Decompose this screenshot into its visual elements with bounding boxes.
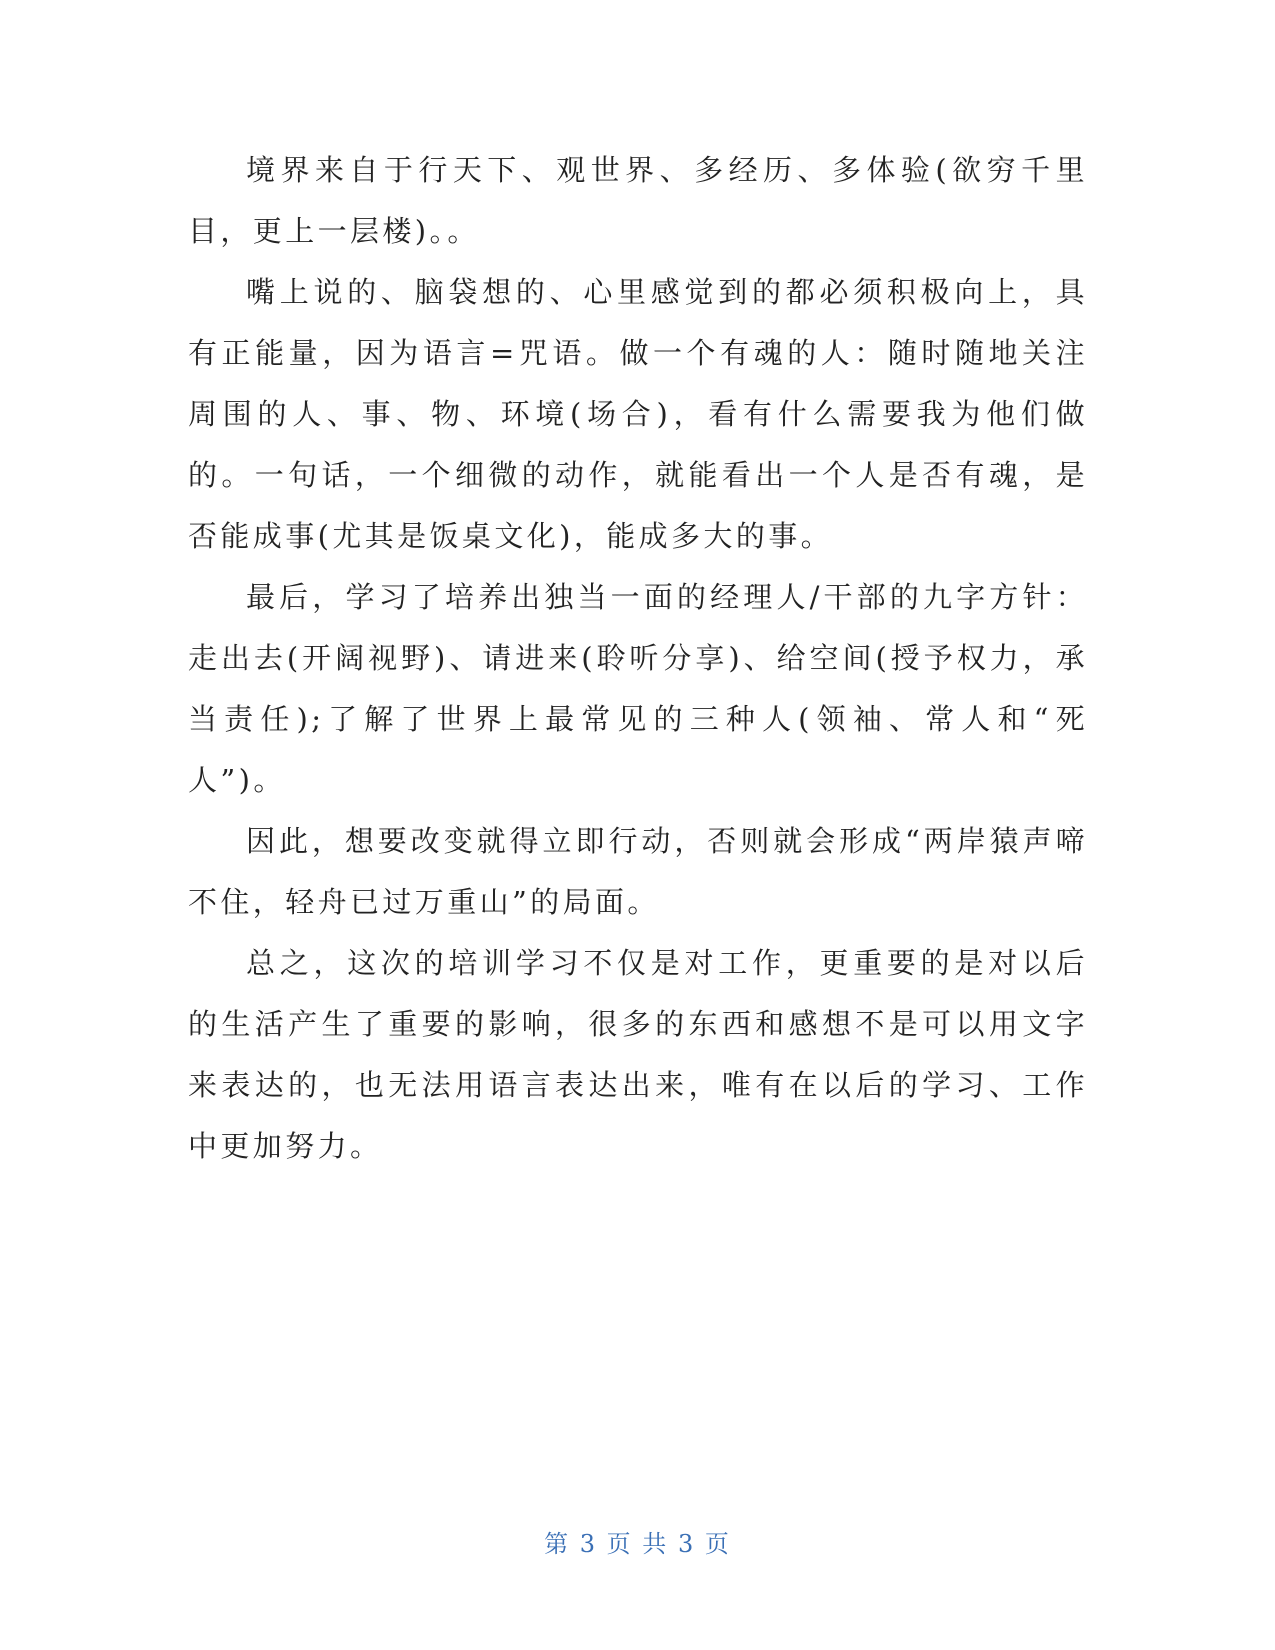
paragraph-4: 因此，想要改变就得立即行动，否则就会形成“两岸猿声啼不住，轻舟已过万重山”的局面。 — [188, 824, 1088, 919]
paragraph-3: 最后，学习了培养出独当一面的经理人/干部的九字方针：走出去(开阔视野)、请进来(聆听分享)、给空间(授予权力，承当责任);了解了世界上最常见的三种人(领袖、常人和“死人”)。 — [188, 580, 1088, 797]
paragraph-5: 总之，这次的培训学习不仅是对工作，更重要的是对以后的生活产生了重要的影响，很多的东西和感想不是可以用文字来表达的，也无法用语言表达出来，唯有在以后的学习、工作中更加努力。 — [188, 946, 1088, 1163]
document-body — [188, 140, 1088, 1177]
paragraph-2: 嘴上说的、脑袋想的、心里感觉到的都必须积极向上，具有正能量，因为语言=咒语。做一个有魂的人：随时随地关注周围的人、事、物、环境(场合)，看有什么需要我为他们做的。一句话，一个细微的动作，就能看出一个人是否有魂，是否能成事(尤其是饭桌文化)，能成多大的事。 — [188, 275, 1088, 553]
paragraph-1: 境界来自于行天下、观世界、多经历、多体验(欲穷千里目，更上一层楼)。。 — [188, 153, 1088, 248]
page-number-footer: 第 3 页 共 3 页 — [544, 1530, 731, 1558]
